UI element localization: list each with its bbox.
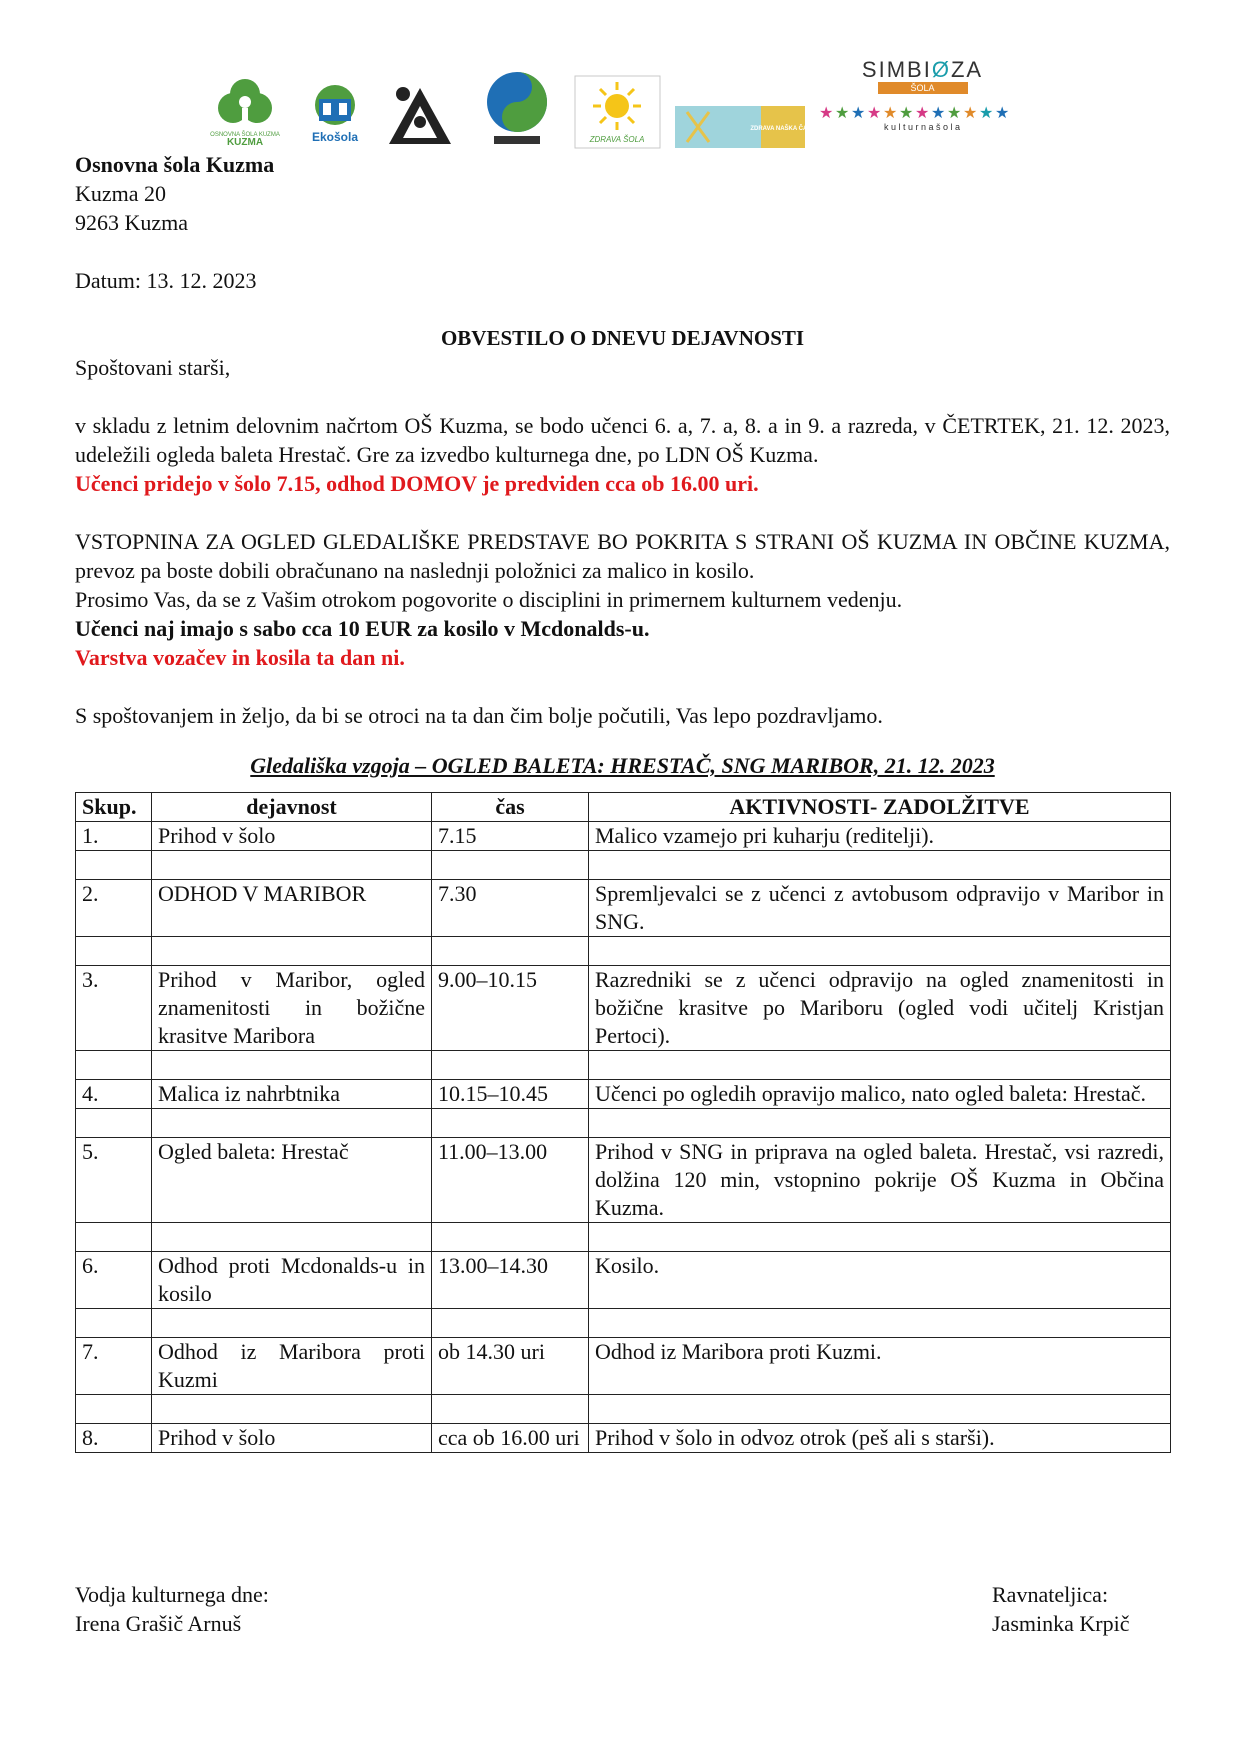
table-row bbox=[76, 1252, 1171, 1309]
row-task: Kosilo. bbox=[589, 1252, 1171, 1309]
spacer-row bbox=[76, 1109, 1171, 1138]
schedule-table bbox=[75, 792, 1171, 1453]
school-city: 9263 Kuzma bbox=[75, 210, 189, 235]
svg-text:★: ★ bbox=[947, 103, 962, 122]
row-number: 7. bbox=[76, 1338, 152, 1395]
svg-text:★: ★ bbox=[995, 103, 1010, 122]
header-time: čas bbox=[432, 793, 589, 822]
row-number: 1. bbox=[76, 822, 152, 851]
row-number: 3. bbox=[76, 966, 152, 1051]
table-row bbox=[76, 822, 1171, 851]
closing-paragraph: S spoštovanjem in željo, da bi se otroci na ta dan čim bolje počutili, Vas lepo pozdravljamo. bbox=[75, 703, 883, 728]
table-row bbox=[76, 880, 1171, 937]
header-activity: dejavnost bbox=[152, 793, 432, 822]
row-number: 8. bbox=[76, 1424, 152, 1453]
simbioza-logo: SIMBIØZA ŠOLA ★ ★ ★ ★ ★ ★ ★ ★ ★ ★ ★ ★ k u l t u r n a š o l a bbox=[815, 58, 1030, 153]
table-row bbox=[76, 1338, 1171, 1395]
fee-paragraph: VSTOPNINA ZA OGLED GLEDALIŠKE PREDSTAVE BO POKRITA S STRANI OŠ KUZMA IN OBČINE KUZMA, prevoz pa boste dobili obračunano na naslednji položnici za malico in kosilo. bbox=[75, 529, 1170, 583]
greeting: Spoštovani starši, bbox=[75, 355, 231, 380]
svg-text:★: ★ bbox=[963, 103, 978, 122]
row-time: 9.00–10.15 bbox=[432, 966, 589, 1051]
school-street: Kuzma 20 bbox=[75, 181, 167, 206]
triangle-logo bbox=[385, 80, 455, 150]
row-number: 5. bbox=[76, 1138, 152, 1223]
school-name: Osnovna šola Kuzma bbox=[75, 152, 275, 177]
svg-text:★: ★ bbox=[931, 103, 946, 122]
kuzma-school-logo bbox=[205, 78, 285, 148]
document-title: OBVESTILO O DNEVU DEJAVNOSTI bbox=[440, 326, 805, 350]
svg-text:★: ★ bbox=[851, 103, 866, 122]
row-activity: Malica iz nahrbtnika bbox=[152, 1080, 432, 1109]
zdrava-sola-logo bbox=[575, 76, 660, 148]
row-task: Odhod iz Maribora proti Kuzmi. bbox=[589, 1338, 1171, 1395]
row-task: Prihod v šolo in odvoz otrok (peš ali s starši). bbox=[589, 1424, 1171, 1453]
row-time: 7.15 bbox=[432, 822, 589, 851]
document-body bbox=[75, 150, 1170, 1453]
row-time: 11.00–13.00 bbox=[432, 1138, 589, 1223]
zdrava-sola-text: ZDRAVA ŠOLA bbox=[589, 135, 645, 144]
no-care-notice: Varstva vozačev in kosila ta dan ni. bbox=[75, 645, 405, 670]
svg-text:★: ★ bbox=[819, 103, 834, 122]
ekosola-logo bbox=[305, 83, 365, 148]
ekosola-logo-text: Ekošola bbox=[311, 130, 359, 144]
header-group: Skup. bbox=[76, 793, 152, 822]
signature-left bbox=[75, 1580, 269, 1638]
svg-text:★: ★ bbox=[835, 103, 850, 122]
row-task: Malico vzamejo pri kuharju (reditelji). bbox=[589, 822, 1171, 851]
spacer-row bbox=[76, 1223, 1171, 1252]
intro-paragraph: v skladu z letnim delovnim načrtom OŠ Kuzma, se bodo učenci 6. a, 7. a, 8. a in 9. a razreda, v ČETRTEK, 21. 12. 2023, udeležili ogleda baleta Hrestač. Gre za izvedbo kulturnega dne, po LDN OŠ Kuzma. bbox=[75, 413, 1170, 467]
table-row bbox=[76, 1080, 1171, 1109]
svg-text:★: ★ bbox=[899, 103, 914, 122]
left-name: Irena Grašič Arnuš bbox=[75, 1611, 242, 1636]
row-time: 13.00–14.30 bbox=[432, 1252, 589, 1309]
row-activity: Prihod v šolo bbox=[152, 1424, 432, 1453]
money-notice: Učenci naj imajo s sabo cca 10 EUR za kosilo v Mcdonalds-u. bbox=[75, 616, 650, 641]
globe-logo bbox=[480, 68, 555, 150]
row-task: Spremljevalci se z učenci z avtobusom odpravijo v Maribor in SNG. bbox=[589, 880, 1171, 937]
row-time: ob 14.30 uri bbox=[432, 1338, 589, 1395]
simbioza-sub: ŠOLA bbox=[878, 82, 968, 94]
logo-strip bbox=[205, 58, 1045, 153]
row-task: Učenci po ogledih opravijo malico, nato ogled baleta: Hrestač. bbox=[589, 1080, 1171, 1109]
svg-text:★: ★ bbox=[979, 103, 994, 122]
simbioza-title-end: ZA bbox=[950, 57, 984, 82]
spacer-row bbox=[76, 1309, 1171, 1338]
row-activity: Odhod iz Maribora proti Kuzmi bbox=[152, 1338, 432, 1395]
table-row bbox=[76, 966, 1171, 1051]
row-activity: ODHOD V MARIBOR bbox=[152, 880, 432, 937]
nasa-casa-logo bbox=[675, 106, 816, 148]
row-activity: Odhod proti Mcdonalds-u in kosilo bbox=[152, 1252, 432, 1309]
row-number: 4. bbox=[76, 1080, 152, 1109]
row-number: 6. bbox=[76, 1252, 152, 1309]
kuzma-logo-text: OSNOVNA ŠOLA KUZMA bbox=[210, 132, 280, 138]
left-role: Vodja kulturnega dne: bbox=[75, 1582, 269, 1607]
row-activity: Prihod v Maribor, ogled znamenitosti in božične krasitve Maribora bbox=[152, 966, 432, 1051]
kulturna-sola-text: k u l t u r n a š o l a bbox=[883, 122, 961, 132]
spacer-row bbox=[76, 937, 1171, 966]
kulturna-sola-figures bbox=[815, 102, 1030, 132]
spacer-row bbox=[76, 1051, 1171, 1080]
right-role: Ravnateljica: bbox=[992, 1582, 1109, 1607]
svg-text:★: ★ bbox=[867, 103, 882, 122]
right-name: Jasminka Krpič bbox=[992, 1611, 1130, 1636]
signature-right bbox=[992, 1580, 1129, 1638]
table-row bbox=[76, 1138, 1171, 1223]
row-time: 10.15–10.45 bbox=[432, 1080, 589, 1109]
spacer-row bbox=[76, 1395, 1171, 1424]
nasa-casa-text: ZDRAVA NAŠKA ČAŠA bbox=[750, 126, 816, 132]
row-activity: Ogled baleta: Hrestač bbox=[152, 1138, 432, 1223]
discipline-paragraph: Prosimo Vas, da se z Vašim otrokom pogovorite o disciplini in primernem kulturnem vedenju. bbox=[75, 587, 903, 612]
row-task: Prihod v SNG in priprava na ogled baleta. Hrestač, vsi razredi, dolžina 120 min, vstopnino pokrije OŠ Kuzma in Občina Kuzma. bbox=[589, 1138, 1171, 1223]
row-time: 7.30 bbox=[432, 880, 589, 937]
date-line: Datum: 13. 12. 2023 bbox=[75, 268, 257, 293]
header-tasks: AKTIVNOSTI- ZADOLŽITVE bbox=[589, 793, 1171, 822]
simbioza-title: SIMBI bbox=[861, 57, 932, 82]
schedule-title: Gledališka vzgoja – OGLED BALETA: HRESTAČ, SNG MARIBOR, 21. 12. 2023 bbox=[250, 753, 995, 778]
table-row bbox=[76, 1424, 1171, 1453]
row-number: 2. bbox=[76, 880, 152, 937]
arrival-notice: Učenci pridejo v šolo 7.15, odhod DOMOV je predviden cca ob 16.00 uri. bbox=[75, 471, 759, 496]
row-time: cca ob 16.00 uri bbox=[432, 1424, 589, 1453]
svg-text:★: ★ bbox=[915, 103, 930, 122]
row-task: Razredniki se z učenci odpravijo na ogled znamenitosti in božične krasitve po Mariboru (ogled vodi učitelj Kristjan Pertoci). bbox=[589, 966, 1171, 1051]
svg-text:★: ★ bbox=[883, 103, 898, 122]
svg-text:KUZMA: KUZMA bbox=[226, 137, 264, 148]
spacer-row bbox=[76, 851, 1171, 880]
table-header-row bbox=[76, 793, 1171, 822]
row-activity: Prihod v šolo bbox=[152, 822, 432, 851]
signature-block bbox=[75, 1580, 1170, 1640]
